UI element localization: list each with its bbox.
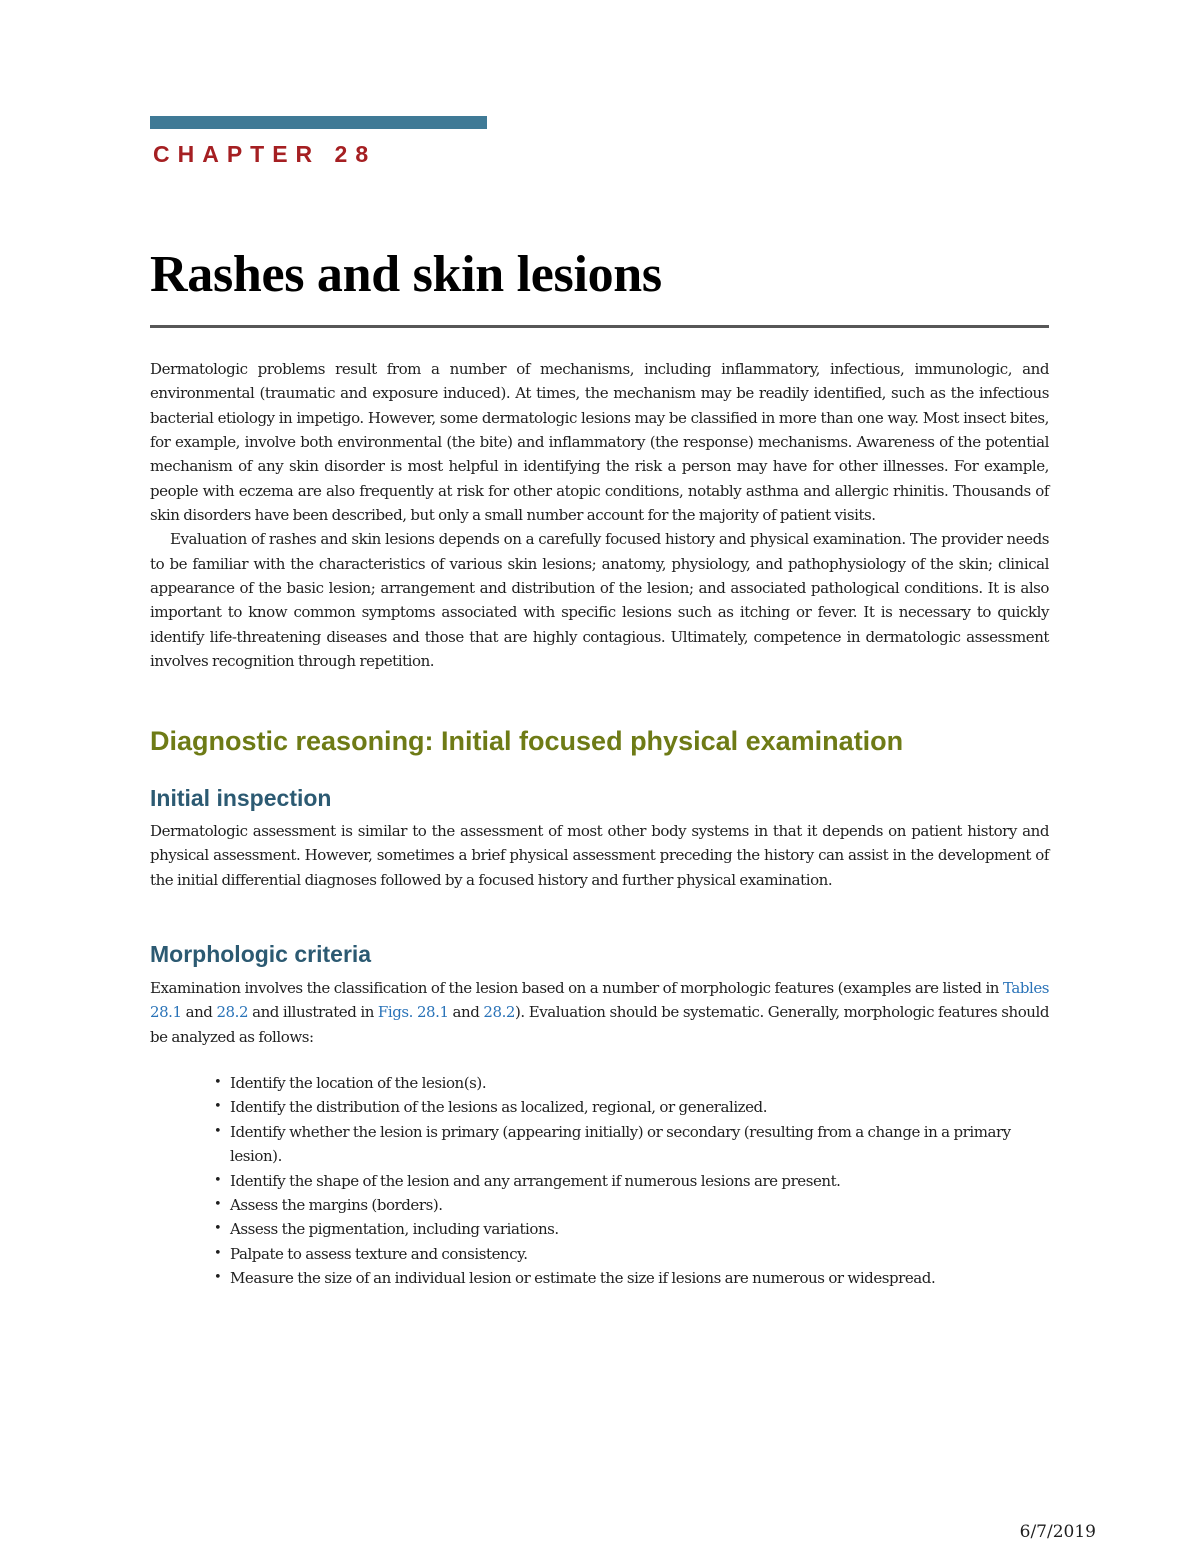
list-item: • Assess the margins (borders). — [214, 1193, 1049, 1217]
morphologic-bullet-list — [214, 1071, 1049, 1291]
morph-text-1: Examination involves the classification of the lesion based on a number of morphologic features (examples are listed in — [150, 979, 1003, 997]
morphologic-criteria-heading: Morphologic criteria — [150, 941, 372, 967]
link-tables-28-1[interactable]: Tables 28.1 — [150, 979, 1049, 1022]
chapter-color-bar — [150, 116, 487, 129]
morphologic-paragraph-text — [150, 976, 1049, 1049]
initial-inspection-heading: Initial inspection — [150, 785, 332, 811]
initial-inspection-paragraph: Dermatologic assessment is similar to the assessment of most other body systems in that it depends on patient history and physical assessment. However, sometimes a brief physical assessment preceding the history can assist in the development of the initial differential diagnoses followed by a focused history and further physical examination. — [150, 822, 1049, 889]
list-item: • Identify the distribution of the lesions as localized, regional, or generalized. — [214, 1095, 1049, 1119]
link-figs-28-1[interactable]: Figs. 28.1 — [377, 1003, 449, 1022]
title-rule — [150, 325, 1049, 328]
list-item: • Identify whether the lesion is primary (appearing initially) or secondary (resulting from a change in a primary lesion). — [214, 1120, 1049, 1169]
morph-text-2: and — [181, 1003, 217, 1022]
morph-text-5: ). Evaluation should be systematic. Generally, morphologic features should be analyzed as follows: — [150, 1003, 1049, 1046]
link-table-28-2[interactable]: 28.2 — [216, 1003, 249, 1022]
intro-paragraph-1: Dermatologic problems result from a number of mechanisms, including inflammatory, infectious, immunologic, and environmental (traumatic and exposure induced). At times, the mechanism may be readily identified, such as the infectious bacterial etiology in impetigo. However, some dermatologic lesions may be classified in more than one way. Most insect bites, for example, involve both environmental (the bite) and inflammatory (the response) mechanisms. Awareness of the potential mechanism of any skin disorder is most helpful in identifying the risk a person may have for other illnesses. For example, people with eczema are also frequently at risk for other atopic conditions, notably asthma and allergic rhinitis. Thousands of skin disorders have been described, but only a small number account for the majority of patient visits. — [150, 360, 1049, 525]
list-item: • Assess the pigmentation, including variations. — [214, 1217, 1049, 1241]
list-item: • Identify the location of the lesion(s). — [214, 1071, 1049, 1095]
intro-paragraph-2: Evaluation of rashes and skin lesions depends on a carefully focused history and physical examination. The provider needs to be familiar with the characteristics of various skin lesions; anatomy, physiology, and pathophysiology of the skin; clinical appearance of the basic lesion; arrangement and distribution of the lesion; and associated pathological conditions. It is also important to know common symptoms associated with specific lesions such as itching or fever. It is necessary to quickly identify life-threatening diseases and those that are highly contagious. Ultimately, competence in dermatologic assessment involves recognition through repetition. — [150, 530, 1049, 671]
section-heading: Diagnostic reasoning: Initial focused physical examination — [150, 726, 904, 756]
morphologic-paragraph — [150, 976, 1049, 1049]
list-item: • Palpate to assess texture and consistency. — [214, 1242, 1049, 1266]
morph-text-4: and — [448, 1003, 484, 1022]
document-page — [150, 0, 1049, 1553]
list-item: • Identify the shape of the lesion and any arrangement if numerous lesions are present. — [214, 1169, 1049, 1193]
link-fig-28-2[interactable]: 28.2 — [483, 1003, 516, 1022]
chapter-label: CHAPTER 28 — [153, 141, 377, 167]
list-item: • Measure the size of an individual lesion or estimate the size if lesions are numerous or widespread. — [214, 1266, 1049, 1290]
intro-text — [150, 357, 1049, 673]
morph-text-3: and illustrated in — [248, 1003, 378, 1022]
footer-date: 6/7/2019 — [1019, 1522, 1096, 1542]
chapter-title: Rashes and skin lesions — [150, 246, 662, 303]
